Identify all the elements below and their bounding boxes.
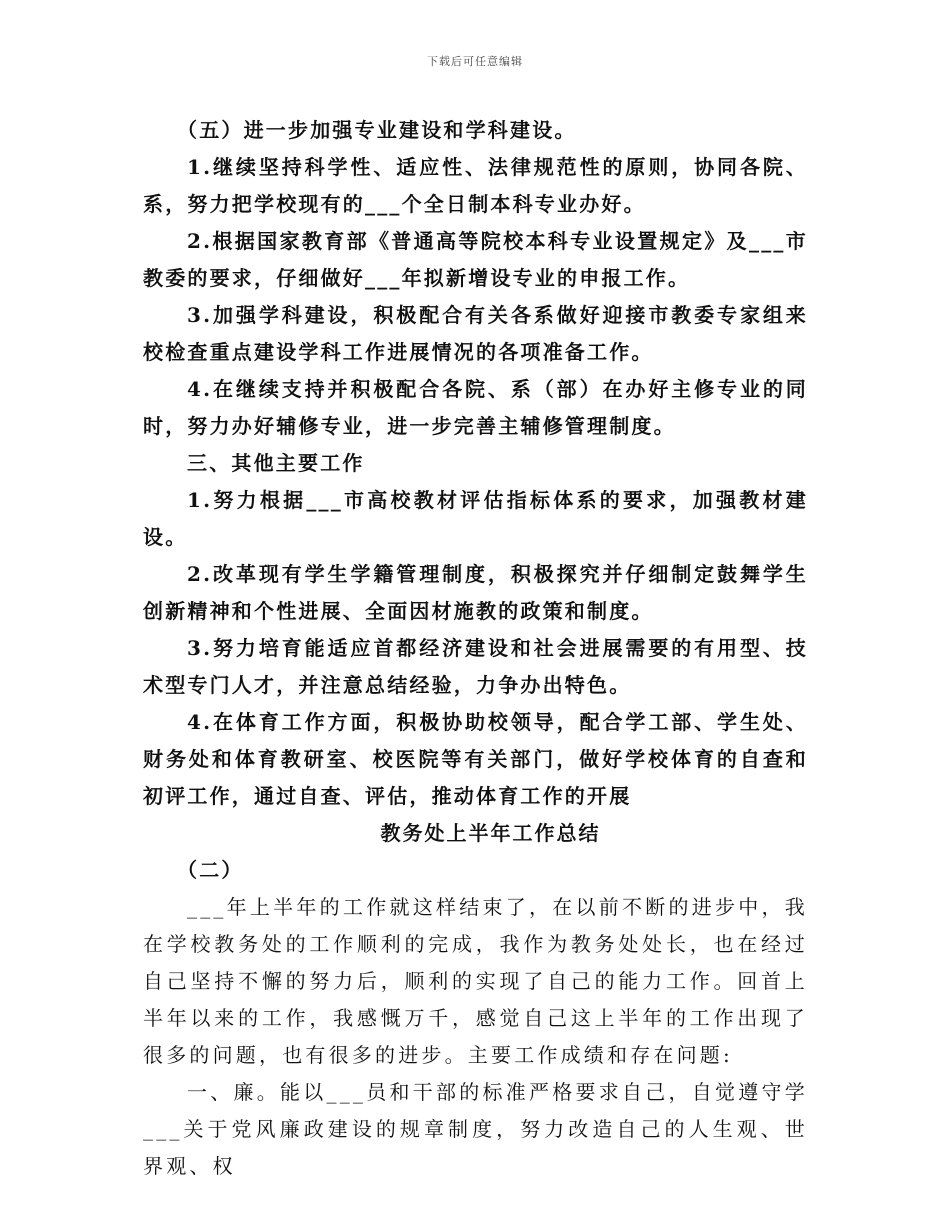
section-subtitle: （二） xyxy=(177,858,244,882)
paragraph-other-1: 1.努力根据___市高校教材评估指标体系的要求，加强教材建设。 xyxy=(143,488,808,549)
paragraph-item-2: 2.根据国家教育部《普通高等院校本科专业设置规定》及___市教委的要求，仔细做好___年拟新增设专业的申报工作。 xyxy=(143,229,808,290)
paragraph-other-2: 2.改革现有学生学籍管理制度，积极探究并仔细制定鼓舞学生创新精神和个性进展、全面因材施教的政策和制度。 xyxy=(143,562,808,623)
section-heading-5: （五）进一步加强专业建设和学科建设。 xyxy=(177,118,577,142)
paragraph-item-1: 1.继续坚持科学性、适应性、法律规范性的原则，协同各院、系，努力把学校现有的___个全日制本科专业办好。 xyxy=(143,155,808,216)
page-header-note: 下载后可任意编辑 xyxy=(427,55,523,68)
section-title: 教务处上半年工作总结 xyxy=(380,821,601,845)
section-heading-3: 三、其他主要工作 xyxy=(187,451,365,475)
summary-paragraph-2: 一、廉。能以___员和干部的标准严格要求自己，自觉遵守学___关于党风廉政建设的规章制度，努力改造自己的人生观、世界观、权 xyxy=(143,1080,808,1178)
paragraph-item-4: 4.在继续支持并积极配合各院、系（部）在办好主修专业的同时，努力办好辅修专业，进一步完善主辅修管理制度。 xyxy=(143,377,808,438)
paragraph-other-4: 4.在体育工作方面，积极协助校领导，配合学工部、学生处、财务处和体育教研室、校医院等有关部门，做好学校体育的自查和初评工作，通过自查、评估，推动体育工作的开展 xyxy=(143,710,808,808)
paragraph-other-3: 3.努力培育能适应首都经济建设和社会进展需要的有用型、技术型专门人才，并注意总结经验，力争办出特色。 xyxy=(143,636,808,697)
document-body xyxy=(143,112,808,1185)
paragraph-item-3: 3.加强学科建设，积极配合有关各系做好迎接市教委专家组来校检查重点建设学科工作进展情况的各项准备工作。 xyxy=(143,303,808,364)
summary-paragraph-1: ___年上半年的工作就这样结束了，在以前不断的进步中，我在学校教务处的工作顺利的完成，我作为教务处处长，也在经过自己坚持不懈的努力后，顺利的实现了自己的能力工作。回首上半年以来的工作，我感慨万千，感觉自己这上半年的工作出现了很多的问题，也有很多的进步。主要工作成绩和存在问题: xyxy=(143,895,808,1067)
